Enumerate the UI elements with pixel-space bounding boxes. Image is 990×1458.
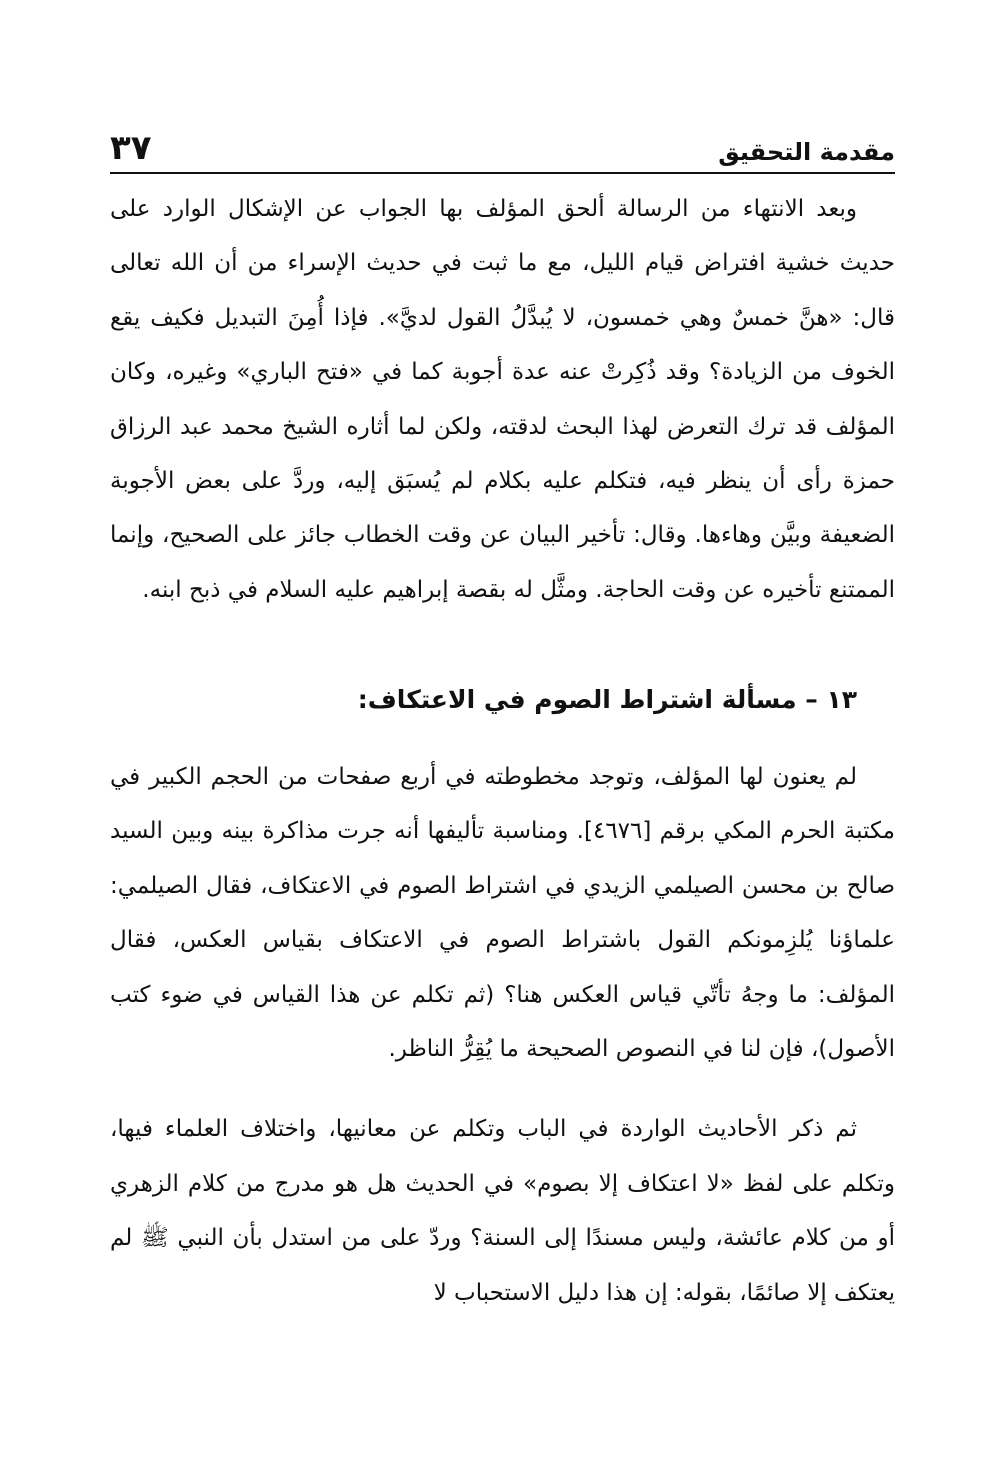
section-heading: ١٣ – مسألة اشتراط الصوم في الاعتكاف: (357, 685, 857, 714)
header-rule (110, 172, 895, 174)
running-head (110, 118, 895, 174)
paragraph-hadith-night-prayer: وبعد الانتهاء من الرسالة ألحق المؤلف بها الجواب عن الإشكال الوارد على حديث خشية افتراض قيام الليل، مع ما ثبت في حديث الإسراء من أن الله تعالى قال: «هنَّ خمسٌ وهي خمسون، لا يُبدَّلُ القول لديَّ». فإذا أُمِنَ التبديل فكيف يقع الخوف من الزيادة؟ وقد ذُكِرتْ عنه عدة أجوبة كما في «فتح الباري» وغيره، وكان المؤلف قد ترك التعرض لهذا البحث لدقته، ولكن لما أثاره الشيخ محمد عبد الرزاق حمزة رأى أن ينظر فيه، فتكلم عليه بكلام لم يُسبَق إليه، وردَّ على بعض الأجوبة الضعيفة وبيَّن وهاءها. وقال: تأخير البيان عن وقت الخطاب جائز على الصحيح، وإنما الممتنع تأخيره عن وقت الحاجة. ومثَّل له بقصة إبراهيم عليه السلام في ذبح ابنه. (110, 196, 895, 603)
page-body (110, 182, 895, 1320)
running-title: مقدمة التحقيق (718, 138, 895, 166)
paragraph-manuscript: لم يعنون لها المؤلف، وتوجد مخطوطته في أربع صفحات من الحجم الكبير في مكتبة الحرم المكي برقم [٤٦٧٦]. ومناسبة تأليفها أنه جرت مذاكرة بينه وبين السيد صالح بن محسن الصيلمي الزيدي في اشتراط الصوم في الاعتكاف، فقال الصيلمي: علماؤنا يُلزِمونكم القول باشتراط الصوم في الاعتكاف بقياس العكس، فقال المؤلف: ما وجهُ تأتّي قياس العكس هنا؟ (ثم تكلم عن هذا القياس في ضوء كتب الأصول)، فإن لنا في النصوص الصحيحة ما يُقِرُّ الناظر. (110, 764, 895, 1063)
page-number: ٣٧ (110, 128, 152, 168)
paragraph-hadith-analysis: ثم ذكر الأحاديث الواردة في الباب وتكلم عن معانيها، واختلاف العلماء فيها، وتكلم على لفظ «لا اعتكاف إلا بصوم» في الحديث هل هو مدرج من كلام الزهري أو من كلام عائشة، وليس مسندًا إلى السنة؟ وردّ على من استدل بأن النبي ﷺ لم يعتكف إلا صائمًا، بقوله: إن هذا دليل الاستحباب لا (110, 1116, 895, 1306)
